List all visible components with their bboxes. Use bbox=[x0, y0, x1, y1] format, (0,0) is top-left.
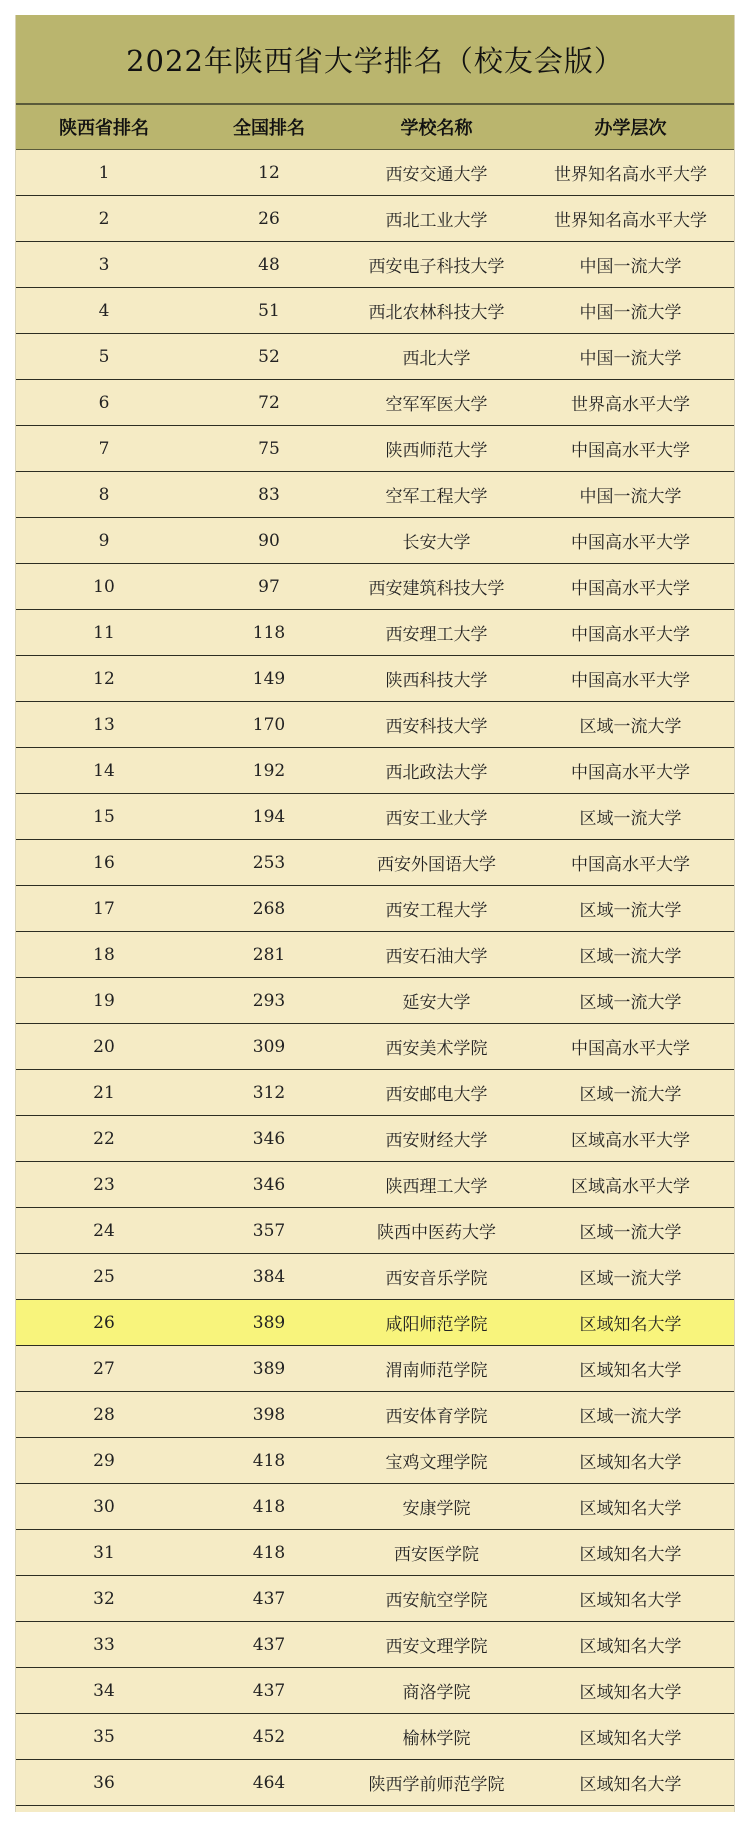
cell-national-rank: 90 bbox=[258, 530, 280, 551]
cell-province-rank: 34 bbox=[93, 1680, 115, 1701]
cell-school-name: 西北政法大学 bbox=[385, 763, 488, 783]
cell-national-rank: 437 bbox=[252, 1680, 286, 1701]
cell-national-rank: 75 bbox=[258, 438, 280, 459]
cell-national-rank: 437 bbox=[252, 1588, 286, 1609]
cell-province-rank: 20 bbox=[93, 1036, 115, 1057]
cell-school-name: 西安工业大学 bbox=[385, 809, 488, 829]
cell-school-name: 西安外国语大学 bbox=[377, 855, 496, 875]
cell-province-rank: 10 bbox=[93, 576, 115, 597]
cell-school-name: 渭南师范学院 bbox=[385, 1361, 488, 1381]
cell-province-rank: 32 bbox=[93, 1588, 115, 1609]
table-row bbox=[16, 702, 734, 748]
cell-school-level: 区域一流大学 bbox=[579, 901, 682, 921]
cell-national-rank: 418 bbox=[252, 1542, 286, 1563]
cell-school-name: 西安理工大学 bbox=[385, 625, 488, 645]
cell-school-level: 区域知名大学 bbox=[579, 1545, 682, 1565]
cell-school-level: 区域知名大学 bbox=[579, 1683, 682, 1703]
cell-school-name: 咸阳师范学院 bbox=[385, 1315, 488, 1335]
cell-province-rank: 8 bbox=[98, 484, 110, 505]
cell-school-level: 区域一流大学 bbox=[579, 1269, 682, 1289]
cell-school-level: 区域知名大学 bbox=[579, 1453, 682, 1473]
cell-school-name: 空军军医大学 bbox=[385, 395, 488, 415]
cell-national-rank: 384 bbox=[252, 1266, 286, 1287]
cell-school-level: 中国高水平大学 bbox=[571, 533, 690, 553]
cell-school-level: 区域一流大学 bbox=[579, 947, 682, 967]
cell-national-rank: 357 bbox=[252, 1220, 286, 1241]
table-row bbox=[16, 840, 734, 886]
cell-school-level: 区域高水平大学 bbox=[571, 1131, 690, 1151]
cell-national-rank: 149 bbox=[252, 668, 286, 689]
table-row bbox=[16, 1162, 734, 1208]
cell-school-level: 区域一流大学 bbox=[579, 993, 682, 1013]
cell-national-rank: 12 bbox=[258, 162, 280, 183]
cell-school-name: 西北工业大学 bbox=[385, 211, 488, 231]
ranking-table bbox=[15, 15, 735, 1812]
table-row bbox=[16, 150, 734, 196]
table-row bbox=[16, 1392, 734, 1438]
cell-school-name: 西安工程大学 bbox=[385, 901, 488, 921]
cell-school-name: 陕西师范大学 bbox=[385, 441, 488, 461]
header-national-rank: 全国排名 bbox=[233, 118, 305, 139]
cell-school-level: 区域一流大学 bbox=[579, 809, 682, 829]
table-row bbox=[16, 1116, 734, 1162]
cell-national-rank: 398 bbox=[252, 1404, 286, 1425]
cell-school-level: 区域知名大学 bbox=[579, 1499, 682, 1519]
cell-province-rank: 12 bbox=[93, 668, 115, 689]
table-row bbox=[16, 1208, 734, 1254]
cell-national-rank: 72 bbox=[258, 392, 280, 413]
table-row bbox=[16, 472, 734, 518]
cell-school-name: 长安大学 bbox=[402, 533, 471, 553]
cell-national-rank: 194 bbox=[252, 806, 286, 827]
cell-national-rank: 118 bbox=[252, 622, 286, 643]
table-row bbox=[16, 334, 734, 380]
cell-school-name: 延安大学 bbox=[402, 993, 471, 1013]
cell-province-rank: 27 bbox=[93, 1358, 115, 1379]
cell-province-rank: 25 bbox=[93, 1266, 115, 1287]
cell-school-level: 中国高水平大学 bbox=[571, 763, 690, 783]
table-row bbox=[16, 932, 734, 978]
cell-province-rank: 6 bbox=[98, 392, 110, 413]
table-row bbox=[16, 794, 734, 840]
cell-national-rank: 192 bbox=[252, 760, 286, 781]
cell-school-level: 中国一流大学 bbox=[579, 257, 682, 277]
header-province-rank: 陕西省排名 bbox=[59, 118, 149, 139]
table-row bbox=[16, 978, 734, 1024]
cell-school-name: 西安文理学院 bbox=[385, 1637, 488, 1657]
header-school-name: 学校名称 bbox=[400, 118, 473, 139]
cell-school-level: 世界知名高水平大学 bbox=[554, 211, 707, 231]
cell-national-rank: 293 bbox=[252, 990, 286, 1011]
cell-province-rank: 18 bbox=[93, 944, 115, 965]
cell-school-name: 安康学院 bbox=[402, 1499, 471, 1519]
table-row bbox=[16, 1300, 734, 1346]
cell-school-level: 中国一流大学 bbox=[579, 487, 682, 507]
page-title: 2022年陕西省大学排名（校友会版） bbox=[126, 43, 624, 78]
cell-school-level: 中国高水平大学 bbox=[571, 855, 690, 875]
cell-national-rank: 389 bbox=[252, 1312, 286, 1333]
cell-province-rank: 30 bbox=[93, 1496, 115, 1517]
cell-school-name: 榆林学院 bbox=[402, 1729, 471, 1749]
cell-province-rank: 11 bbox=[93, 622, 115, 643]
cell-school-level: 区域一流大学 bbox=[579, 1407, 682, 1427]
cell-province-rank: 26 bbox=[93, 1312, 115, 1333]
table-row bbox=[16, 1484, 734, 1530]
table-row bbox=[16, 886, 734, 932]
table-row bbox=[16, 1438, 734, 1484]
cell-national-rank: 452 bbox=[252, 1726, 286, 1747]
cell-province-rank: 22 bbox=[93, 1128, 115, 1149]
cell-school-name: 西安医学院 bbox=[394, 1545, 479, 1565]
cell-school-name: 西安建筑科技大学 bbox=[368, 579, 505, 599]
cell-province-rank: 14 bbox=[93, 760, 115, 781]
header-school-level: 办学层次 bbox=[594, 118, 667, 139]
cell-province-rank: 36 bbox=[93, 1772, 115, 1793]
cell-national-rank: 418 bbox=[252, 1496, 286, 1517]
cell-national-rank: 51 bbox=[258, 300, 280, 321]
cell-school-level: 区域知名大学 bbox=[579, 1315, 682, 1335]
cell-school-name: 西安电子科技大学 bbox=[368, 257, 505, 277]
table-row bbox=[16, 1070, 734, 1116]
cell-province-rank: 21 bbox=[93, 1082, 115, 1103]
table-row bbox=[16, 242, 734, 288]
cell-school-name: 西安体育学院 bbox=[385, 1407, 488, 1427]
table-body bbox=[16, 150, 734, 1806]
cell-school-name: 西安交通大学 bbox=[385, 165, 488, 185]
cell-school-level: 中国高水平大学 bbox=[571, 1039, 690, 1059]
cell-school-level: 区域一流大学 bbox=[579, 1223, 682, 1243]
table-row bbox=[16, 1254, 734, 1300]
cell-province-rank: 2 bbox=[98, 208, 110, 229]
cell-national-rank: 52 bbox=[258, 346, 280, 367]
cell-national-rank: 309 bbox=[252, 1036, 286, 1057]
cell-school-level: 中国高水平大学 bbox=[571, 625, 690, 645]
cell-national-rank: 346 bbox=[252, 1128, 286, 1149]
table-row bbox=[16, 1346, 734, 1392]
cell-province-rank: 33 bbox=[93, 1634, 115, 1655]
table-row bbox=[16, 1668, 734, 1714]
cell-school-level: 区域知名大学 bbox=[579, 1591, 682, 1611]
cell-school-name: 陕西科技大学 bbox=[385, 671, 488, 691]
cell-national-rank: 253 bbox=[252, 852, 286, 873]
cell-school-level: 中国高水平大学 bbox=[571, 441, 690, 461]
cell-school-level: 区域知名大学 bbox=[579, 1361, 682, 1381]
cell-national-rank: 170 bbox=[252, 714, 286, 735]
cell-school-name: 商洛学院 bbox=[402, 1683, 471, 1703]
table-row bbox=[16, 196, 734, 242]
cell-national-rank: 83 bbox=[258, 484, 280, 505]
table-row bbox=[16, 380, 734, 426]
cell-school-level: 区域知名大学 bbox=[579, 1775, 682, 1795]
cell-province-rank: 35 bbox=[93, 1726, 115, 1747]
cell-school-level: 中国一流大学 bbox=[579, 349, 682, 369]
title-bar bbox=[16, 15, 734, 105]
cell-national-rank: 312 bbox=[252, 1082, 286, 1103]
cell-school-name: 西安财经大学 bbox=[385, 1131, 488, 1151]
cell-province-rank: 5 bbox=[98, 346, 110, 367]
cell-school-name: 陕西中医药大学 bbox=[377, 1223, 496, 1243]
cell-school-level: 区域知名大学 bbox=[579, 1637, 682, 1657]
cell-national-rank: 281 bbox=[252, 944, 286, 965]
table-row bbox=[16, 1760, 734, 1806]
cell-province-rank: 29 bbox=[93, 1450, 115, 1471]
cell-province-rank: 24 bbox=[93, 1220, 115, 1241]
cell-school-name: 西北农林科技大学 bbox=[368, 303, 505, 323]
cell-province-rank: 28 bbox=[93, 1404, 115, 1425]
cell-school-name: 陕西学前师范学院 bbox=[368, 1775, 505, 1795]
cell-school-name: 西安航空学院 bbox=[385, 1591, 488, 1611]
cell-school-name: 西安石油大学 bbox=[385, 947, 488, 967]
cell-school-name: 西北大学 bbox=[402, 349, 471, 369]
table-row bbox=[16, 610, 734, 656]
cell-school-name: 西安科技大学 bbox=[385, 717, 488, 737]
cell-school-level: 区域一流大学 bbox=[579, 717, 682, 737]
table-row bbox=[16, 656, 734, 702]
table-row bbox=[16, 1530, 734, 1576]
table-row bbox=[16, 564, 734, 610]
cell-national-rank: 268 bbox=[252, 898, 286, 919]
cell-school-name: 宝鸡文理学院 bbox=[385, 1453, 488, 1473]
cell-province-rank: 13 bbox=[93, 714, 115, 735]
cell-school-level: 世界知名高水平大学 bbox=[554, 165, 707, 185]
table-row bbox=[16, 1576, 734, 1622]
cell-school-level: 中国高水平大学 bbox=[571, 579, 690, 599]
cell-province-rank: 3 bbox=[98, 254, 110, 275]
table-row bbox=[16, 288, 734, 334]
table-row bbox=[16, 1622, 734, 1668]
cell-school-level: 区域高水平大学 bbox=[571, 1177, 690, 1197]
cell-school-level: 区域知名大学 bbox=[579, 1729, 682, 1749]
table-row bbox=[16, 518, 734, 564]
cell-school-name: 西安音乐学院 bbox=[385, 1269, 488, 1289]
table-header bbox=[16, 105, 734, 150]
cell-province-rank: 23 bbox=[93, 1174, 115, 1195]
cell-school-name: 西安邮电大学 bbox=[385, 1085, 488, 1105]
cell-school-level: 中国一流大学 bbox=[579, 303, 682, 323]
cell-national-rank: 48 bbox=[258, 254, 280, 275]
table-row bbox=[16, 1714, 734, 1760]
cell-school-name: 陕西理工大学 bbox=[385, 1177, 488, 1197]
cell-province-rank: 31 bbox=[93, 1542, 115, 1563]
table-row bbox=[16, 426, 734, 472]
cell-province-rank: 16 bbox=[93, 852, 115, 873]
cell-national-rank: 97 bbox=[258, 576, 280, 597]
cell-province-rank: 19 bbox=[93, 990, 115, 1011]
cell-national-rank: 346 bbox=[252, 1174, 286, 1195]
table-row bbox=[16, 1024, 734, 1070]
cell-province-rank: 4 bbox=[98, 300, 110, 321]
cell-school-level: 中国高水平大学 bbox=[571, 671, 690, 691]
table-row bbox=[16, 748, 734, 794]
cell-province-rank: 1 bbox=[98, 162, 110, 183]
cell-national-rank: 389 bbox=[252, 1358, 286, 1379]
cell-school-name: 西安美术学院 bbox=[385, 1039, 488, 1059]
cell-province-rank: 7 bbox=[98, 438, 110, 459]
cell-province-rank: 17 bbox=[93, 898, 115, 919]
cell-national-rank: 437 bbox=[252, 1634, 286, 1655]
cell-school-level: 区域一流大学 bbox=[579, 1085, 682, 1105]
cell-province-rank: 15 bbox=[93, 806, 115, 827]
cell-school-level: 世界高水平大学 bbox=[571, 395, 690, 415]
cell-national-rank: 464 bbox=[252, 1772, 286, 1793]
cell-national-rank: 26 bbox=[258, 208, 280, 229]
cell-school-name: 空军工程大学 bbox=[385, 487, 488, 507]
cell-province-rank: 9 bbox=[98, 530, 110, 551]
cell-national-rank: 418 bbox=[252, 1450, 286, 1471]
